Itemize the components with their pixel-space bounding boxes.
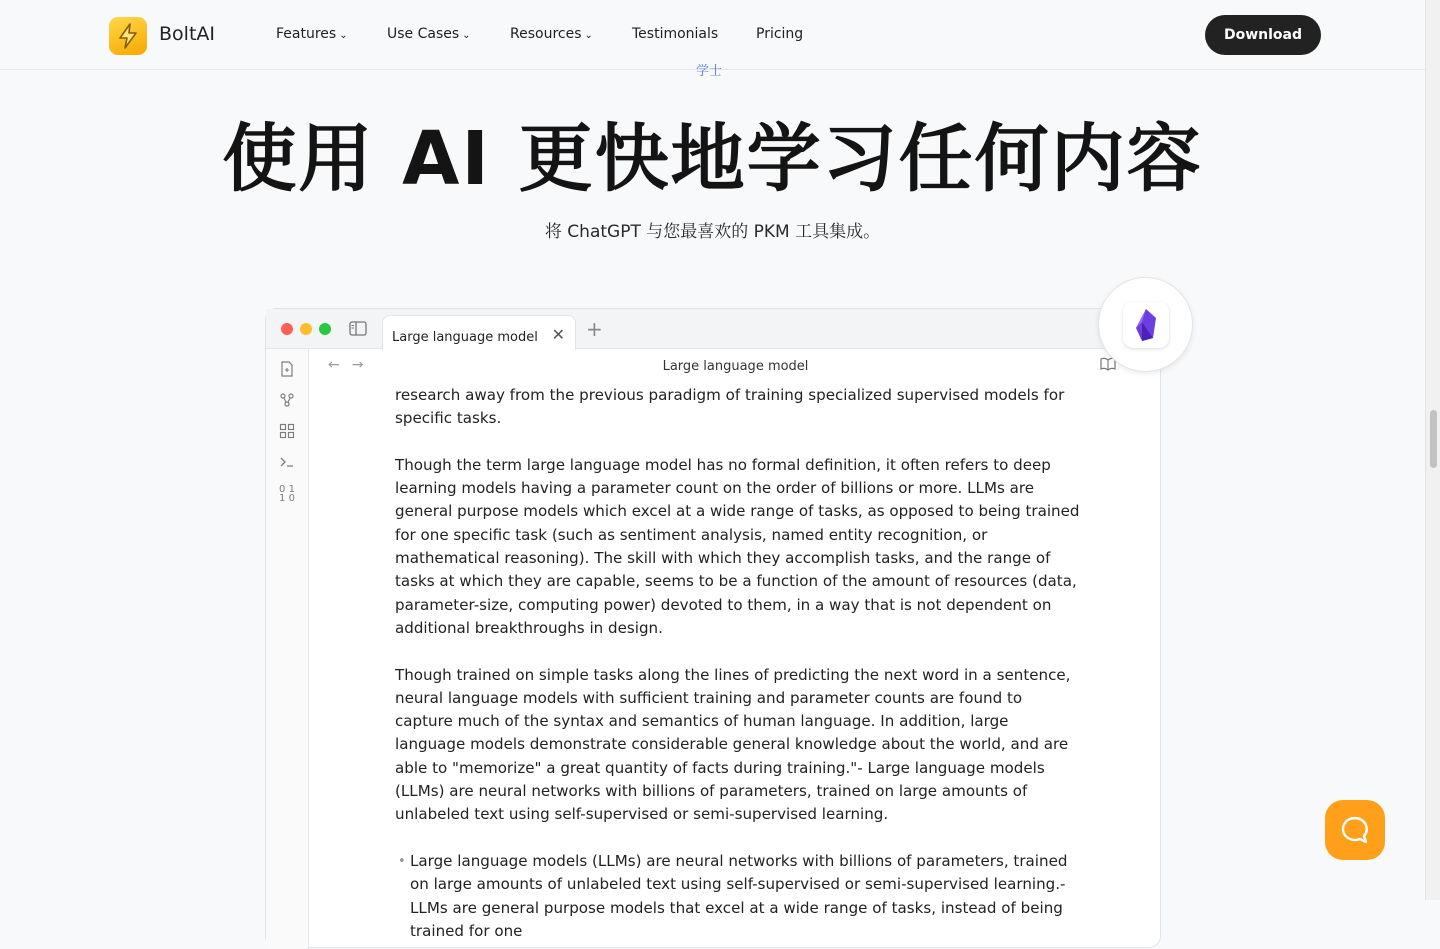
tab-large-language-model[interactable] (382, 315, 576, 350)
file-icon[interactable] (278, 361, 296, 379)
nav-features[interactable] (276, 26, 348, 42)
bullet-list (395, 850, 1080, 943)
hero-subtitle: 将 ChatGPT 与您最喜欢的 PKM 工具集成。 (544, 222, 881, 242)
app-window-mockup (265, 308, 1161, 948)
nav-label: Pricing (756, 26, 804, 42)
maximize-window-icon[interactable] (319, 323, 331, 335)
graph-icon[interactable] (278, 392, 296, 410)
plus-icon[interactable]: + (586, 317, 603, 341)
hero-eyebrow: 学士 (696, 64, 723, 79)
arrow-right-icon[interactable]: → (351, 357, 376, 373)
nav-label: Features (276, 26, 337, 42)
nav-label: Use Cases (387, 26, 460, 42)
arrow-left-icon[interactable]: ← (328, 357, 352, 373)
brand-name[interactable]: BoltAI (159, 23, 215, 45)
chevron-down-icon: ⌄ (339, 29, 348, 41)
sidebar-toggle-icon[interactable] (349, 321, 367, 336)
nav-use-cases[interactable] (387, 26, 471, 42)
bolt-icon (116, 22, 140, 50)
nav-pricing[interactable] (756, 26, 803, 42)
chevron-down-icon: ⌄ (584, 29, 593, 41)
obsidian-app-tile (1123, 302, 1169, 348)
nav-resources[interactable] (510, 26, 593, 42)
close-icon[interactable]: ✕ (551, 325, 565, 344)
obsidian-badge (1098, 277, 1193, 372)
chevron-down-icon: ⌄ (462, 29, 471, 41)
terminal-icon[interactable] (278, 454, 296, 472)
tab-label: Large language model (392, 330, 538, 345)
list-item: • Large language models (LLMs) are neural networks with billions of parameters, trained on large amounts of unlabeled text using self-supervised or semi-supervised learning.- LLMs are general purpose models that excel at a wide range of tasks, instead of being trained for one (410, 850, 1080, 943)
binary-icon[interactable]: 0 1 1 0 (279, 484, 295, 504)
help-chat-button[interactable] (1325, 800, 1385, 860)
paragraph: research away from the previous paradigm of training specialized supervised models for specific tasks. (395, 386, 1065, 428)
obsidian-icon (1133, 308, 1159, 342)
close-window-icon[interactable] (281, 323, 293, 335)
download-button[interactable]: Download (1205, 15, 1321, 55)
paragraph: Though the term large language model has no formal definition, it often refers to deep learning models having a parameter count on the order of billions or more. LLMs are general purpose models which excel at a wide range of tasks, as opposed to being trained for one specific task (such as sentiment analysis, named entity recognition, or mathematical reasoning). The skill with which they accomplish tasks, and the range of tasks at which they are capable, seems to be a function of the amount of resources (data, parameter-size, computing power) devoted to them, in a way that is not dependent on additional breakthroughs in design. (395, 455, 1080, 637)
document-body[interactable] (395, 384, 1080, 943)
nav-testimonials[interactable] (632, 26, 718, 42)
document-title: Large language model (662, 359, 809, 374)
window-titlebar (266, 309, 1160, 349)
minimize-window-icon[interactable] (300, 323, 312, 335)
hero-title: 使用 AI 更快地学习任何内容 (222, 116, 1203, 202)
ribbon-sidebar (266, 349, 309, 949)
nav-label: Resources (510, 26, 582, 42)
boltai-logo[interactable] (109, 17, 147, 55)
help-chat-icon (1340, 815, 1370, 845)
nav-label: Testimonials (632, 26, 719, 42)
grid-icon[interactable] (278, 423, 296, 441)
scrollbar-thumb[interactable] (1430, 410, 1437, 468)
page-scrollbar[interactable] (1425, 0, 1440, 900)
paragraph: Though trained on simple tasks along the lines of predicting the next word in a sentence, neural language models with sufficient training and parameter counts are found to capture much of the syntax and semantics of human language. In addition, large language models demonstrate considerable general knowledge about the world, and are able to "memorize" a great quantity of facts during training."- Large language models (LLMs) are neural networks with billions of parameters, trained on large amounts of unlabeled text using self-supervised or semi-supervised learning. (395, 665, 1071, 824)
